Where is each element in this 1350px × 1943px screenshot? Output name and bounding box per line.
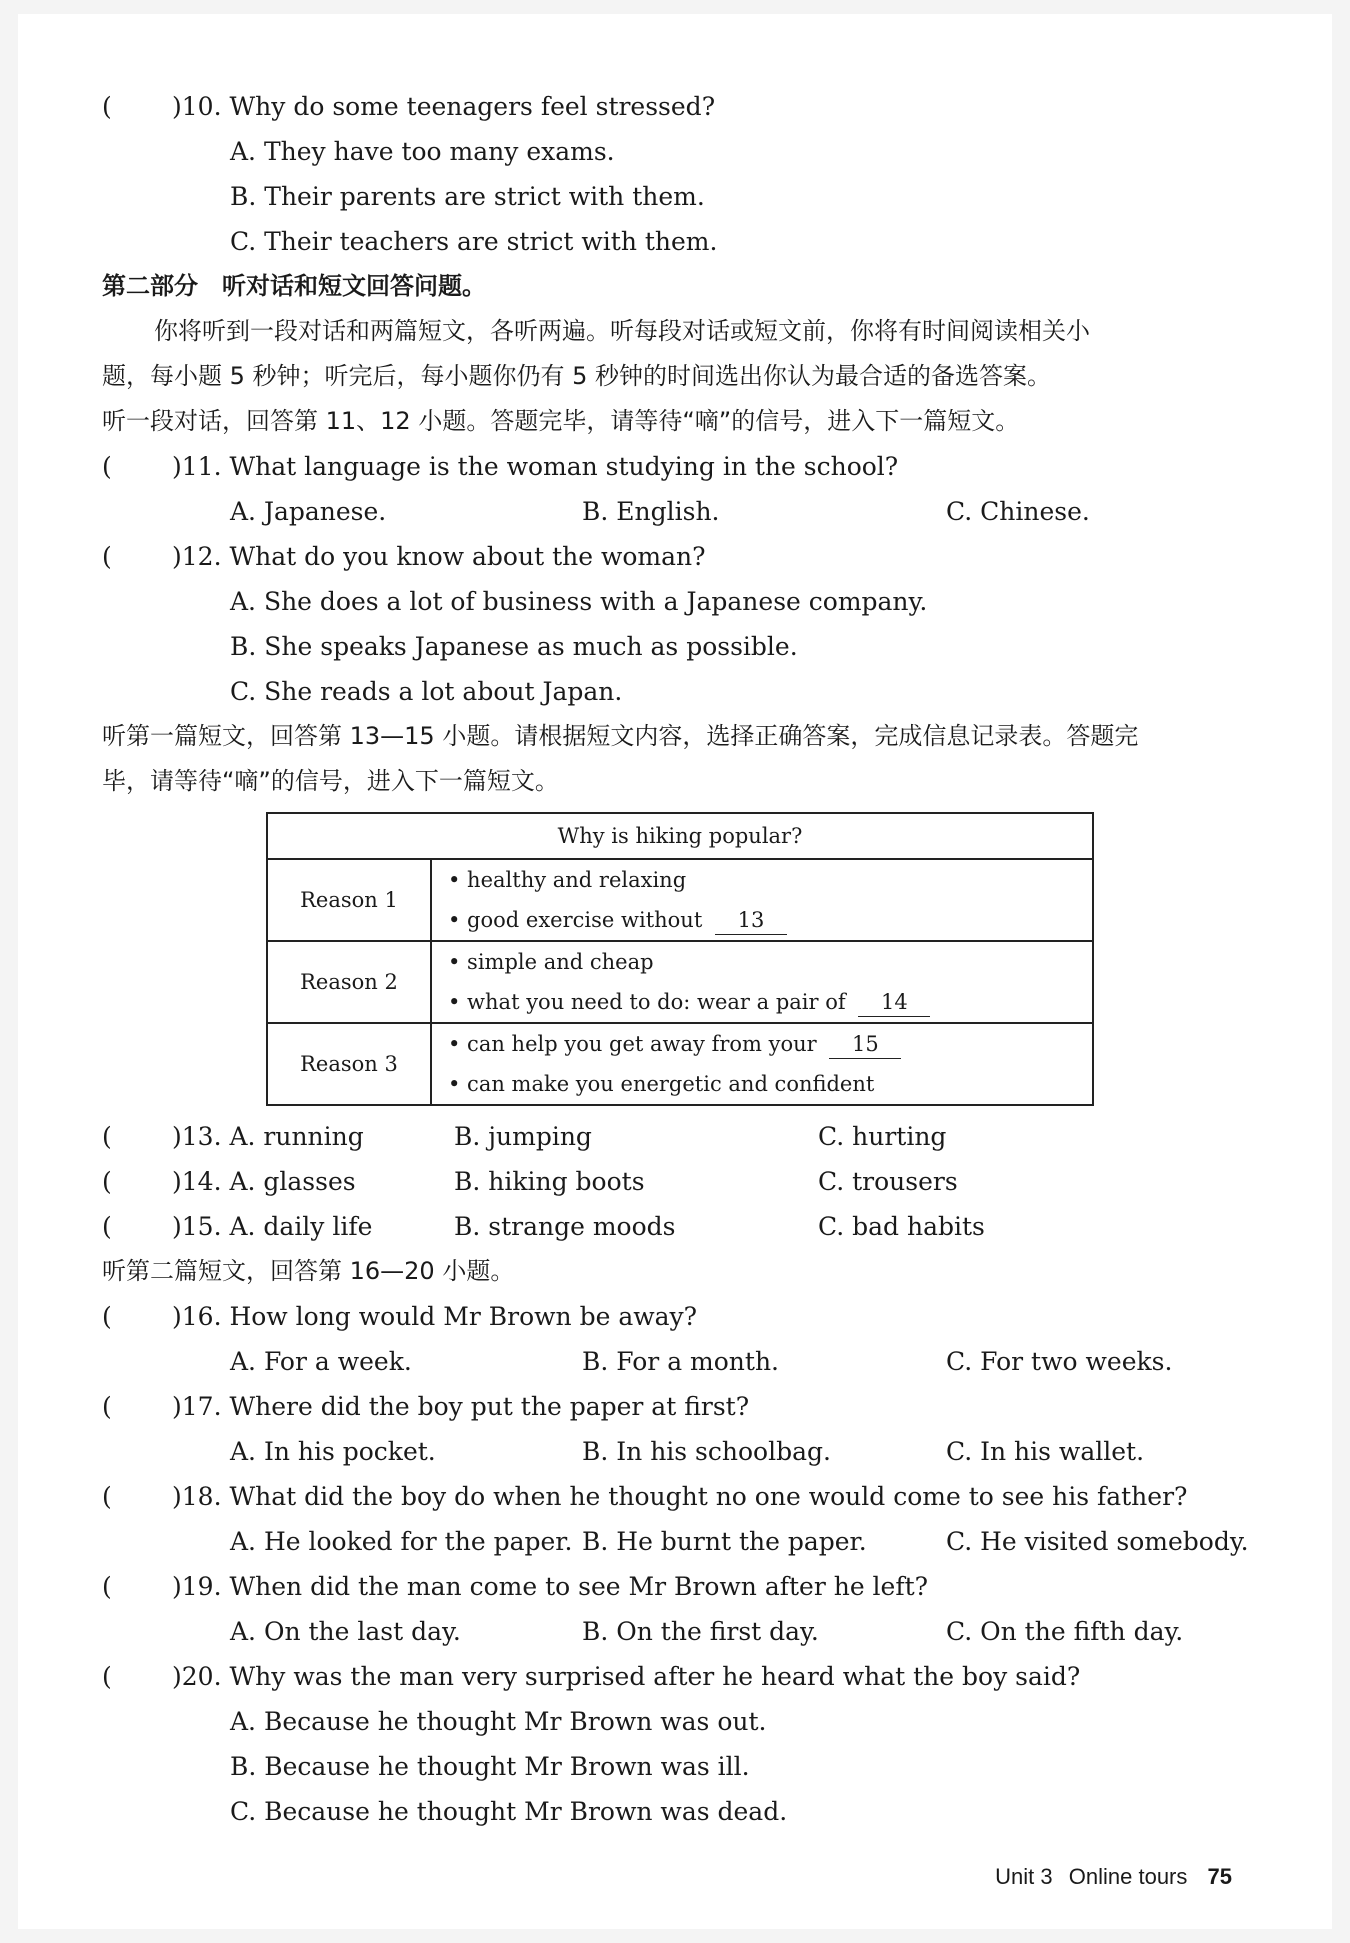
- option-b: B. Because he thought Mr Brown was ill.: [230, 1752, 750, 1781]
- question-18: [102, 1474, 1282, 1519]
- option-b: B. He burnt the paper.: [582, 1527, 867, 1556]
- answer-paren[interactable]: (: [102, 1482, 112, 1511]
- options-row: [102, 489, 1282, 534]
- question-14: [102, 1159, 1282, 1204]
- option-b: B. Their parents are strict with them.: [230, 182, 705, 211]
- question-19: [102, 1564, 1282, 1609]
- question-text: )20. Why was the man very surprised after he heard what the boy said?: [172, 1662, 1081, 1691]
- question-text: )18. What did the boy do when he thought no one would come to see his father?: [172, 1482, 1188, 1511]
- option-c: C. Their teachers are strict with them.: [230, 227, 718, 256]
- answer-paren[interactable]: (: [102, 1662, 112, 1691]
- answer-paren[interactable]: (: [102, 1572, 112, 1601]
- bullet-text: • can help you get away from your: [448, 1032, 817, 1056]
- answer-paren[interactable]: (: [102, 452, 112, 481]
- option-b: B. In his schoolbag.: [582, 1437, 831, 1466]
- option-b: B. For a month.: [582, 1347, 779, 1376]
- blank-15[interactable]: 15: [829, 1030, 901, 1059]
- option-b: B. hiking boots: [454, 1167, 645, 1196]
- options-row: [102, 1339, 1282, 1384]
- dialog-instruction: 听一段对话，回答第 11、12 小题。答题完毕，请等待“嘀”的信号，进入下一篇短文。: [102, 407, 1020, 435]
- question-13: [102, 1114, 1282, 1159]
- option-c: C. She reads a lot about Japan.: [230, 677, 623, 706]
- passage1-instruction-line1: 听第一篇短文，回答第 13—15 小题。请根据短文内容，选择正确答案，完成信息记录表。答题完: [102, 722, 1139, 750]
- options-row: [102, 1519, 1282, 1564]
- answer-paren[interactable]: (: [102, 1212, 112, 1241]
- option-a: A. On the last day.: [230, 1617, 461, 1646]
- option-a: )15. A. daily life: [172, 1212, 373, 1241]
- option-b: B. strange moods: [454, 1212, 676, 1241]
- info-record-table: [266, 812, 1094, 1106]
- question-10: [102, 84, 1282, 129]
- unit-label: Unit 3: [995, 1864, 1053, 1889]
- page: [18, 14, 1332, 1929]
- question-text: )16. How long would Mr Brown be away?: [172, 1302, 698, 1331]
- reason-1-bullet-2: [432, 900, 1092, 940]
- reason-3-bullet-1: [432, 1024, 1092, 1064]
- option-c: C. hurting: [818, 1122, 947, 1151]
- option-c: C. On the fifth day.: [946, 1617, 1184, 1646]
- question-11: [102, 444, 1282, 489]
- option-c: C. In his wallet.: [946, 1437, 1145, 1466]
- question-text: )11. What language is the woman studying in the school?: [172, 452, 899, 481]
- blank-14[interactable]: 14: [858, 988, 930, 1017]
- question-15: [102, 1204, 1282, 1249]
- reason-2-bullet-1: • simple and cheap: [448, 950, 654, 974]
- passage2-instruction: 听第二篇短文，回答第 16—20 小题。: [102, 1257, 515, 1285]
- question-text: )19. When did the man come to see Mr Brown after he left?: [172, 1572, 929, 1601]
- blank-13[interactable]: 13: [715, 906, 787, 935]
- reason-3-label: Reason 3: [267, 1023, 431, 1105]
- option-c: C. bad habits: [818, 1212, 985, 1241]
- option-a: A. She does a lot of business with a Japanese company.: [230, 587, 928, 616]
- worksheet-content: [102, 84, 1282, 1834]
- option-b: B. On the first day.: [582, 1617, 819, 1646]
- option-a: )13. A. running: [172, 1122, 364, 1151]
- options-row: [102, 1609, 1282, 1654]
- question-20: [102, 1654, 1282, 1699]
- answer-paren[interactable]: (: [102, 92, 112, 121]
- page-number: 75: [1207, 1864, 1232, 1889]
- option-c: C. Chinese.: [946, 497, 1090, 526]
- bullet-text: • what you need to do: wear a pair of: [448, 990, 846, 1014]
- reason-1-label: Reason 1: [267, 859, 431, 941]
- page-footer: [995, 1864, 1232, 1890]
- option-a: A. For a week.: [230, 1347, 412, 1376]
- passage1-instruction-line2: 毕，请等待“嘀”的信号，进入下一篇短文。: [102, 767, 559, 795]
- answer-paren[interactable]: (: [102, 1392, 112, 1421]
- option-a: A. In his pocket.: [230, 1437, 436, 1466]
- reason-3-bullet-2: • can make you energetic and confident: [448, 1072, 875, 1096]
- unit-title: Online tours: [1068, 1864, 1188, 1889]
- reason-2-label: Reason 2: [267, 941, 431, 1023]
- bullet-text: • good exercise without: [448, 908, 703, 932]
- option-a: )14. A. glasses: [172, 1167, 356, 1196]
- answer-paren[interactable]: (: [102, 1122, 112, 1151]
- reason-2-bullet-2: [432, 982, 1092, 1022]
- option-a: A. Because he thought Mr Brown was out.: [230, 1707, 767, 1736]
- table-title: Why is hiking popular?: [267, 813, 1093, 859]
- answer-paren[interactable]: (: [102, 1167, 112, 1196]
- part2-intro-line1: 你将听到一段对话和两篇短文，各听两遍。听每段对话或短文前，你将有时间阅读相关小: [154, 317, 1090, 345]
- option-c: C. He visited somebody.: [946, 1527, 1249, 1556]
- question-16: [102, 1294, 1282, 1339]
- option-c: C. For two weeks.: [946, 1347, 1173, 1376]
- question-text: )17. Where did the boy put the paper at first?: [172, 1392, 750, 1421]
- answer-paren[interactable]: (: [102, 1302, 112, 1331]
- option-a: A. They have too many exams.: [230, 137, 615, 166]
- option-a: A. He looked for the paper.: [230, 1527, 573, 1556]
- question-17: [102, 1384, 1282, 1429]
- option-a: A. Japanese.: [230, 497, 387, 526]
- option-c: C. trousers: [818, 1167, 958, 1196]
- option-b: B. She speaks Japanese as much as possible.: [230, 632, 798, 661]
- option-b: B. jumping: [454, 1122, 592, 1151]
- part2-intro-line2: 题，每小题 5 秒钟；听完后，每小题你仍有 5 秒钟的时间选出你认为最合适的备选答案。: [102, 362, 1052, 390]
- question-text: )10. Why do some teenagers feel stressed?: [172, 92, 716, 121]
- question-12: [102, 534, 1282, 579]
- options-row: [102, 1429, 1282, 1474]
- answer-paren[interactable]: (: [102, 542, 112, 571]
- reason-1-bullet-1: • healthy and relaxing: [448, 868, 687, 892]
- option-b: B. English.: [582, 497, 720, 526]
- question-text: )12. What do you know about the woman?: [172, 542, 706, 571]
- part2-heading: 第二部分 听对话和短文回答问题。: [102, 272, 486, 300]
- option-c: C. Because he thought Mr Brown was dead.: [230, 1797, 788, 1826]
